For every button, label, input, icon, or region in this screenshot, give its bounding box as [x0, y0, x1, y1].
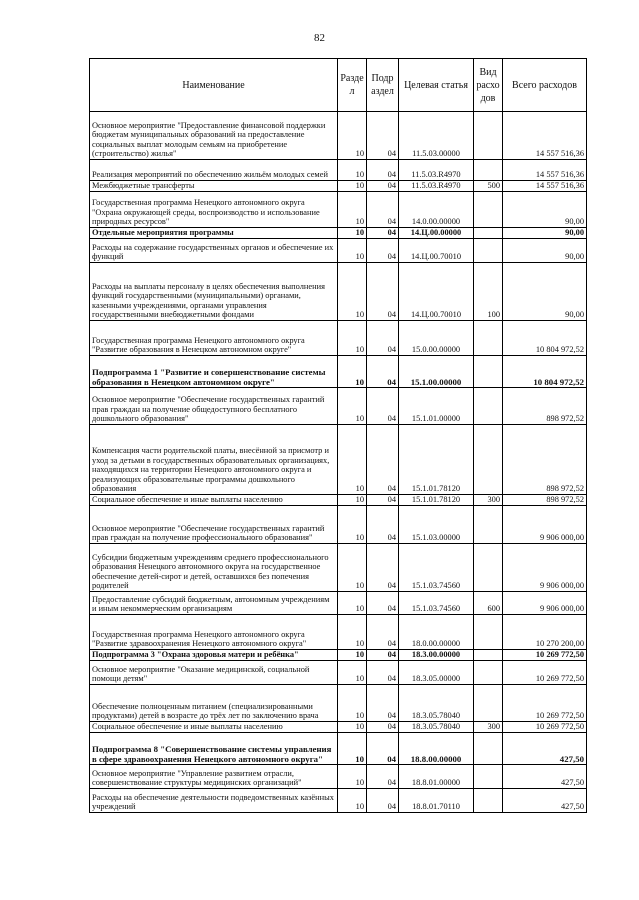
cell-razdel: 10 — [338, 789, 367, 813]
cell-vid — [474, 228, 503, 239]
table-row — [90, 661, 587, 685]
cell-statya: 15.1.01.78120 — [399, 425, 474, 495]
cell-podrazdel: 04 — [367, 506, 399, 544]
cell-razdel: 10 — [338, 321, 367, 356]
cell-podrazdel: 04 — [367, 733, 399, 765]
cell-name: Социальное обеспечение и иные выплаты населению — [90, 722, 338, 733]
cell-name: Расходы на содержание государственных органов и обеспечение их функций — [90, 239, 338, 263]
cell-podrazdel: 04 — [367, 592, 399, 615]
cell-vid — [474, 650, 503, 661]
cell-statya: 18.8.01.00000 — [399, 765, 474, 789]
cell-statya: 11.5.03.R4970 — [399, 181, 474, 192]
cell-statya: 14.0.00.00000 — [399, 192, 474, 228]
cell-name: Субсидии бюджетным учреждениям среднего профессионального образования Ненецкого автономного округа на государственное обеспечение детей-сирот и детей, оставшихся без попечения родителей — [90, 544, 338, 592]
cell-razdel: 10 — [338, 263, 367, 321]
cell-podrazdel: 04 — [367, 181, 399, 192]
cell-razdel: 10 — [338, 495, 367, 506]
cell-vid — [474, 160, 503, 181]
table-row — [90, 181, 587, 192]
cell-total: 427,50 — [503, 765, 587, 789]
cell-total: 427,50 — [503, 733, 587, 765]
table-row — [90, 112, 587, 160]
cell-podrazdel: 04 — [367, 789, 399, 813]
table-row — [90, 544, 587, 592]
cell-podrazdel: 04 — [367, 425, 399, 495]
cell-razdel: 10 — [338, 181, 367, 192]
cell-statya: 15.1.01.78120 — [399, 495, 474, 506]
cell-name: Подпрограмма 8 "Совершенствование системы управления в сфере здравоохранения Ненецкого автономного округа" — [90, 733, 338, 765]
cell-vid: 300 — [474, 495, 503, 506]
table-body — [90, 112, 587, 813]
cell-statya: 18.3.00.00000 — [399, 650, 474, 661]
table-row — [90, 192, 587, 228]
table-row — [90, 425, 587, 495]
table-row — [90, 321, 587, 356]
cell-razdel: 10 — [338, 650, 367, 661]
cell-razdel: 10 — [338, 160, 367, 181]
cell-total: 9 906 000,00 — [503, 506, 587, 544]
cell-podrazdel: 04 — [367, 356, 399, 388]
header-podrazdel: Подр аздел — [367, 59, 399, 112]
cell-statya: 14.Ц.00.00000 — [399, 228, 474, 239]
cell-name: Подпрограмма 3 "Охрана здоровья матери и ребёнка" — [90, 650, 338, 661]
cell-razdel: 10 — [338, 506, 367, 544]
cell-razdel: 10 — [338, 722, 367, 733]
cell-razdel: 10 — [338, 425, 367, 495]
cell-total: 898 972,52 — [503, 495, 587, 506]
cell-statya: 18.3.05.00000 — [399, 661, 474, 685]
cell-podrazdel: 04 — [367, 321, 399, 356]
cell-vid — [474, 506, 503, 544]
cell-podrazdel: 04 — [367, 160, 399, 181]
cell-podrazdel: 04 — [367, 615, 399, 650]
cell-razdel: 10 — [338, 544, 367, 592]
cell-statya: 11.5.03.R4970 — [399, 160, 474, 181]
cell-vid — [474, 661, 503, 685]
cell-statya: 18.3.05.78040 — [399, 722, 474, 733]
cell-statya: 15.1.00.00000 — [399, 356, 474, 388]
cell-vid — [474, 192, 503, 228]
cell-vid — [474, 321, 503, 356]
cell-vid: 100 — [474, 263, 503, 321]
cell-vid: 600 — [474, 592, 503, 615]
cell-statya: 14.Ц.00.70010 — [399, 239, 474, 263]
cell-name: Расходы на обеспечение деятельности подведомственных казённых учреждений — [90, 789, 338, 813]
cell-vid: 500 — [474, 181, 503, 192]
cell-podrazdel: 04 — [367, 661, 399, 685]
cell-name: Предоставление субсидий бюджетным, автономным учреждениям и иным некоммерческим организациям — [90, 592, 338, 615]
cell-name: Основное мероприятие "Предоставление финансовой поддержки бюджетам муниципальных образований на предоставление социальных выплат молодым семьям на приобретение (строительство) жилья" — [90, 112, 338, 160]
cell-name: Государственная программа Ненецкого автономного округа "Развитие образования в Ненецком автономном округе" — [90, 321, 338, 356]
cell-total: 10 269 772,50 — [503, 650, 587, 661]
cell-vid — [474, 112, 503, 160]
cell-total: 14 557 516,36 — [503, 160, 587, 181]
cell-podrazdel: 04 — [367, 495, 399, 506]
table-row — [90, 263, 587, 321]
table-row — [90, 650, 587, 661]
cell-vid — [474, 388, 503, 425]
cell-total: 10 804 972,52 — [503, 356, 587, 388]
table-row — [90, 160, 587, 181]
table-row — [90, 228, 587, 239]
table-row — [90, 495, 587, 506]
cell-razdel: 10 — [338, 685, 367, 722]
cell-vid — [474, 789, 503, 813]
cell-vid — [474, 733, 503, 765]
cell-total: 427,50 — [503, 789, 587, 813]
cell-vid — [474, 544, 503, 592]
table-row — [90, 506, 587, 544]
cell-statya: 15.0.00.00000 — [399, 321, 474, 356]
cell-total: 10 269 772,50 — [503, 661, 587, 685]
table-header-row — [90, 59, 587, 112]
table-row — [90, 733, 587, 765]
header-total: Всего расходов — [503, 59, 587, 112]
cell-total: 90,00 — [503, 239, 587, 263]
cell-razdel: 10 — [338, 733, 367, 765]
cell-statya: 18.8.00.00000 — [399, 733, 474, 765]
cell-total: 9 906 000,00 — [503, 592, 587, 615]
cell-statya: 15.1.03.00000 — [399, 506, 474, 544]
cell-statya: 14.Ц.00.70010 — [399, 263, 474, 321]
cell-name: Основное мероприятие "Управление развитием отрасли, совершенствование структуры медицинских организаций" — [90, 765, 338, 789]
budget-table — [89, 58, 587, 813]
cell-total: 10 269 772,50 — [503, 722, 587, 733]
cell-name: Обеспечение полноценным питанием (специализированными продуктами) детей в возрасте до трёх лет по заключению врача — [90, 685, 338, 722]
cell-razdel: 10 — [338, 112, 367, 160]
cell-podrazdel: 04 — [367, 239, 399, 263]
cell-total: 898 972,52 — [503, 425, 587, 495]
cell-name: Компенсация части родительской платы, внесённой за присмотр и уход за детьми в государственных образовательных организациях, находящихся на территории Ненецкого автономного округа и реализующих образовательные программы дошкольного образования — [90, 425, 338, 495]
cell-podrazdel: 04 — [367, 650, 399, 661]
cell-vid — [474, 356, 503, 388]
cell-podrazdel: 04 — [367, 192, 399, 228]
table-row — [90, 592, 587, 615]
cell-name: Основное мероприятие "Оказание медицинской, социальной помощи детям" — [90, 661, 338, 685]
cell-razdel: 10 — [338, 615, 367, 650]
cell-name: Подпрограмма 1 "Развитие и совершенствование системы образования в Ненецком автономном округе" — [90, 356, 338, 388]
cell-podrazdel: 04 — [367, 722, 399, 733]
cell-total: 90,00 — [503, 228, 587, 239]
cell-total: 10 270 200,00 — [503, 615, 587, 650]
table-row — [90, 685, 587, 722]
cell-razdel: 10 — [338, 228, 367, 239]
cell-razdel: 10 — [338, 192, 367, 228]
cell-podrazdel: 04 — [367, 263, 399, 321]
cell-statya: 11.5.03.00000 — [399, 112, 474, 160]
header-razdel: Разде л — [338, 59, 367, 112]
table-row — [90, 789, 587, 813]
cell-razdel: 10 — [338, 592, 367, 615]
cell-statya: 15.1.03.74560 — [399, 592, 474, 615]
cell-total: 14 557 516,36 — [503, 181, 587, 192]
cell-name: Расходы на выплаты персоналу в целях обеспечения выполнения функций государственными (муниципальными) органами, казенными учреждениями, органами управления государственными внебюджетными фондами — [90, 263, 338, 321]
cell-vid — [474, 425, 503, 495]
cell-vid — [474, 765, 503, 789]
cell-total: 9 906 000,00 — [503, 544, 587, 592]
cell-podrazdel: 04 — [367, 544, 399, 592]
cell-podrazdel: 04 — [367, 112, 399, 160]
cell-total: 10 269 772,50 — [503, 685, 587, 722]
cell-statya: 15.1.03.74560 — [399, 544, 474, 592]
cell-statya: 18.0.00.00000 — [399, 615, 474, 650]
cell-razdel: 10 — [338, 388, 367, 425]
cell-name: Социальное обеспечение и иные выплаты населению — [90, 495, 338, 506]
cell-name: Основное мероприятие "Обеспечение государственных гарантий прав граждан на получение профессионального образования" — [90, 506, 338, 544]
cell-name: Реализация мероприятий по обеспечению жильём молодых семей — [90, 160, 338, 181]
cell-razdel: 10 — [338, 356, 367, 388]
cell-total: 90,00 — [503, 263, 587, 321]
cell-total: 14 557 516,36 — [503, 112, 587, 160]
table-row — [90, 722, 587, 733]
cell-total: 898 972,52 — [503, 388, 587, 425]
cell-statya: 18.3.05.78040 — [399, 685, 474, 722]
cell-razdel: 10 — [338, 765, 367, 789]
cell-podrazdel: 04 — [367, 685, 399, 722]
cell-vid: 300 — [474, 722, 503, 733]
cell-name: Основное мероприятие "Обеспечение государственных гарантий прав граждан на получение общедоступного бесплатного дошкольного образования" — [90, 388, 338, 425]
cell-podrazdel: 04 — [367, 228, 399, 239]
table-row — [90, 356, 587, 388]
cell-total: 10 804 972,52 — [503, 321, 587, 356]
table-row — [90, 388, 587, 425]
cell-razdel: 10 — [338, 239, 367, 263]
cell-statya: 15.1.01.00000 — [399, 388, 474, 425]
header-name: Наименование — [90, 59, 338, 112]
cell-podrazdel: 04 — [367, 765, 399, 789]
cell-name: Межбюджетные трансферты — [90, 181, 338, 192]
cell-vid — [474, 685, 503, 722]
header-vid: Вид расхо дов — [474, 59, 503, 112]
table-row — [90, 615, 587, 650]
cell-vid — [474, 615, 503, 650]
page-number: 82 — [314, 32, 325, 44]
cell-name: Государственная программа Ненецкого автономного округа "Развитие здравоохранения Ненецкого автономного округа" — [90, 615, 338, 650]
cell-name: Государственная программа Ненецкого автономного округа "Охрана окружающей среды, воспроизводство и использование природных ресурсов" — [90, 192, 338, 228]
cell-razdel: 10 — [338, 661, 367, 685]
cell-vid — [474, 239, 503, 263]
cell-name: Отдельные мероприятия программы — [90, 228, 338, 239]
table-row — [90, 239, 587, 263]
cell-podrazdel: 04 — [367, 388, 399, 425]
cell-total: 90,00 — [503, 192, 587, 228]
cell-statya: 18.8.01.70110 — [399, 789, 474, 813]
table-row — [90, 765, 587, 789]
header-statya: Целевая статья — [399, 59, 474, 112]
